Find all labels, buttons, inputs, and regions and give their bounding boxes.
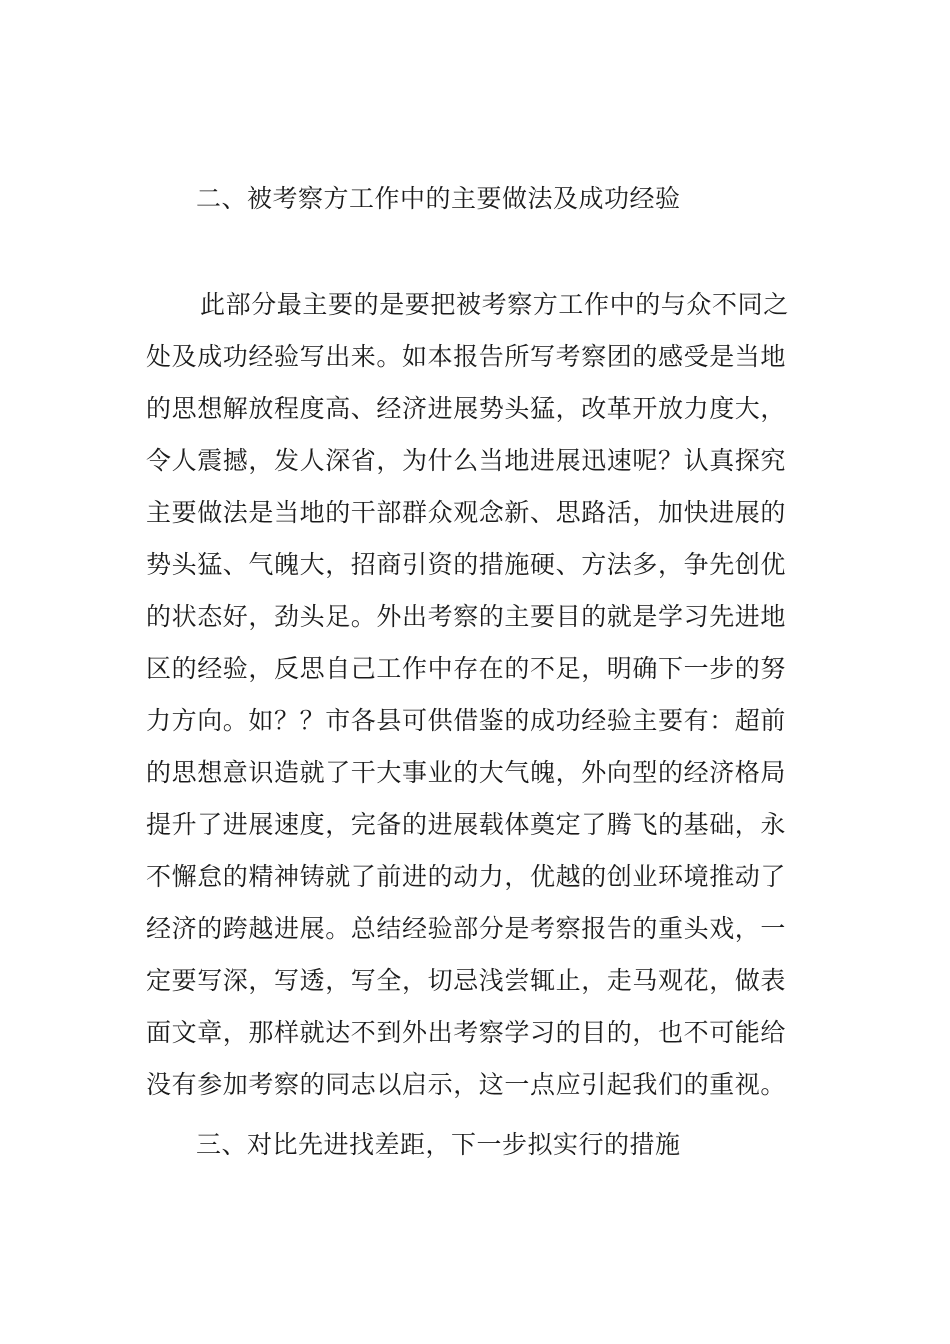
- paragraph-line: 此部分最主要的是要把被考察方工作中的与众不同之: [200, 290, 789, 319]
- paragraph-line: 主要做法是当地的干部群众观念新、思路活，加快进展的: [146, 498, 787, 527]
- section-heading-3: 三、对比先进找差距，下一步拟实行的措施: [196, 1130, 681, 1159]
- paragraph-line: 不懈怠的精神铸就了前进的动力，优越的创业环境推动了: [146, 862, 787, 891]
- paragraph-line: 经济的跨越进展。总结经验部分是考察报告的重头戏，一: [146, 914, 787, 943]
- paragraph-line: 定要写深，写透，写全，切忌浅尝辄止，走马观花，做表: [146, 966, 787, 995]
- paragraph-line: 处及成功经验写出来。如本报告所写考察团的感受是当地: [146, 342, 787, 371]
- paragraph-line: 面文章，那样就达不到外出考察学习的目的，也不可能给: [146, 1018, 787, 1047]
- section-heading-2: 二、被考察方工作中的主要做法及成功经验: [196, 184, 681, 213]
- paragraph-line: 的思想解放程度高、经济进展势头猛，改革开放力度大，: [146, 394, 787, 423]
- paragraph-line: 的思想意识造就了干大事业的大气魄，外向型的经济格局: [146, 758, 787, 787]
- body-paragraph: [146, 279, 810, 1111]
- paragraph-line: 没有参加考察的同志以启示，这一点应引起我们的重视。: [146, 1070, 787, 1099]
- paragraph-line: 的状态好，劲头足。外出考察的主要目的就是学习先进地: [146, 602, 787, 631]
- paragraph-line: 力方向。如？？市各县可供借鉴的成功经验主要有：超前: [146, 706, 787, 735]
- paragraph-line: 势头猛、气魄大，招商引资的措施硬、方法多，争先创优: [146, 550, 787, 579]
- paragraph-line: 令人震撼，发人深省，为什么当地进展迅速呢？认真探究: [146, 446, 787, 475]
- paragraph-line: 区的经验，反思自己工作中存在的不足，明确下一步的努: [146, 654, 787, 683]
- paragraph-line: 提升了进展速度，完备的进展载体奠定了腾飞的基础，永: [146, 810, 787, 839]
